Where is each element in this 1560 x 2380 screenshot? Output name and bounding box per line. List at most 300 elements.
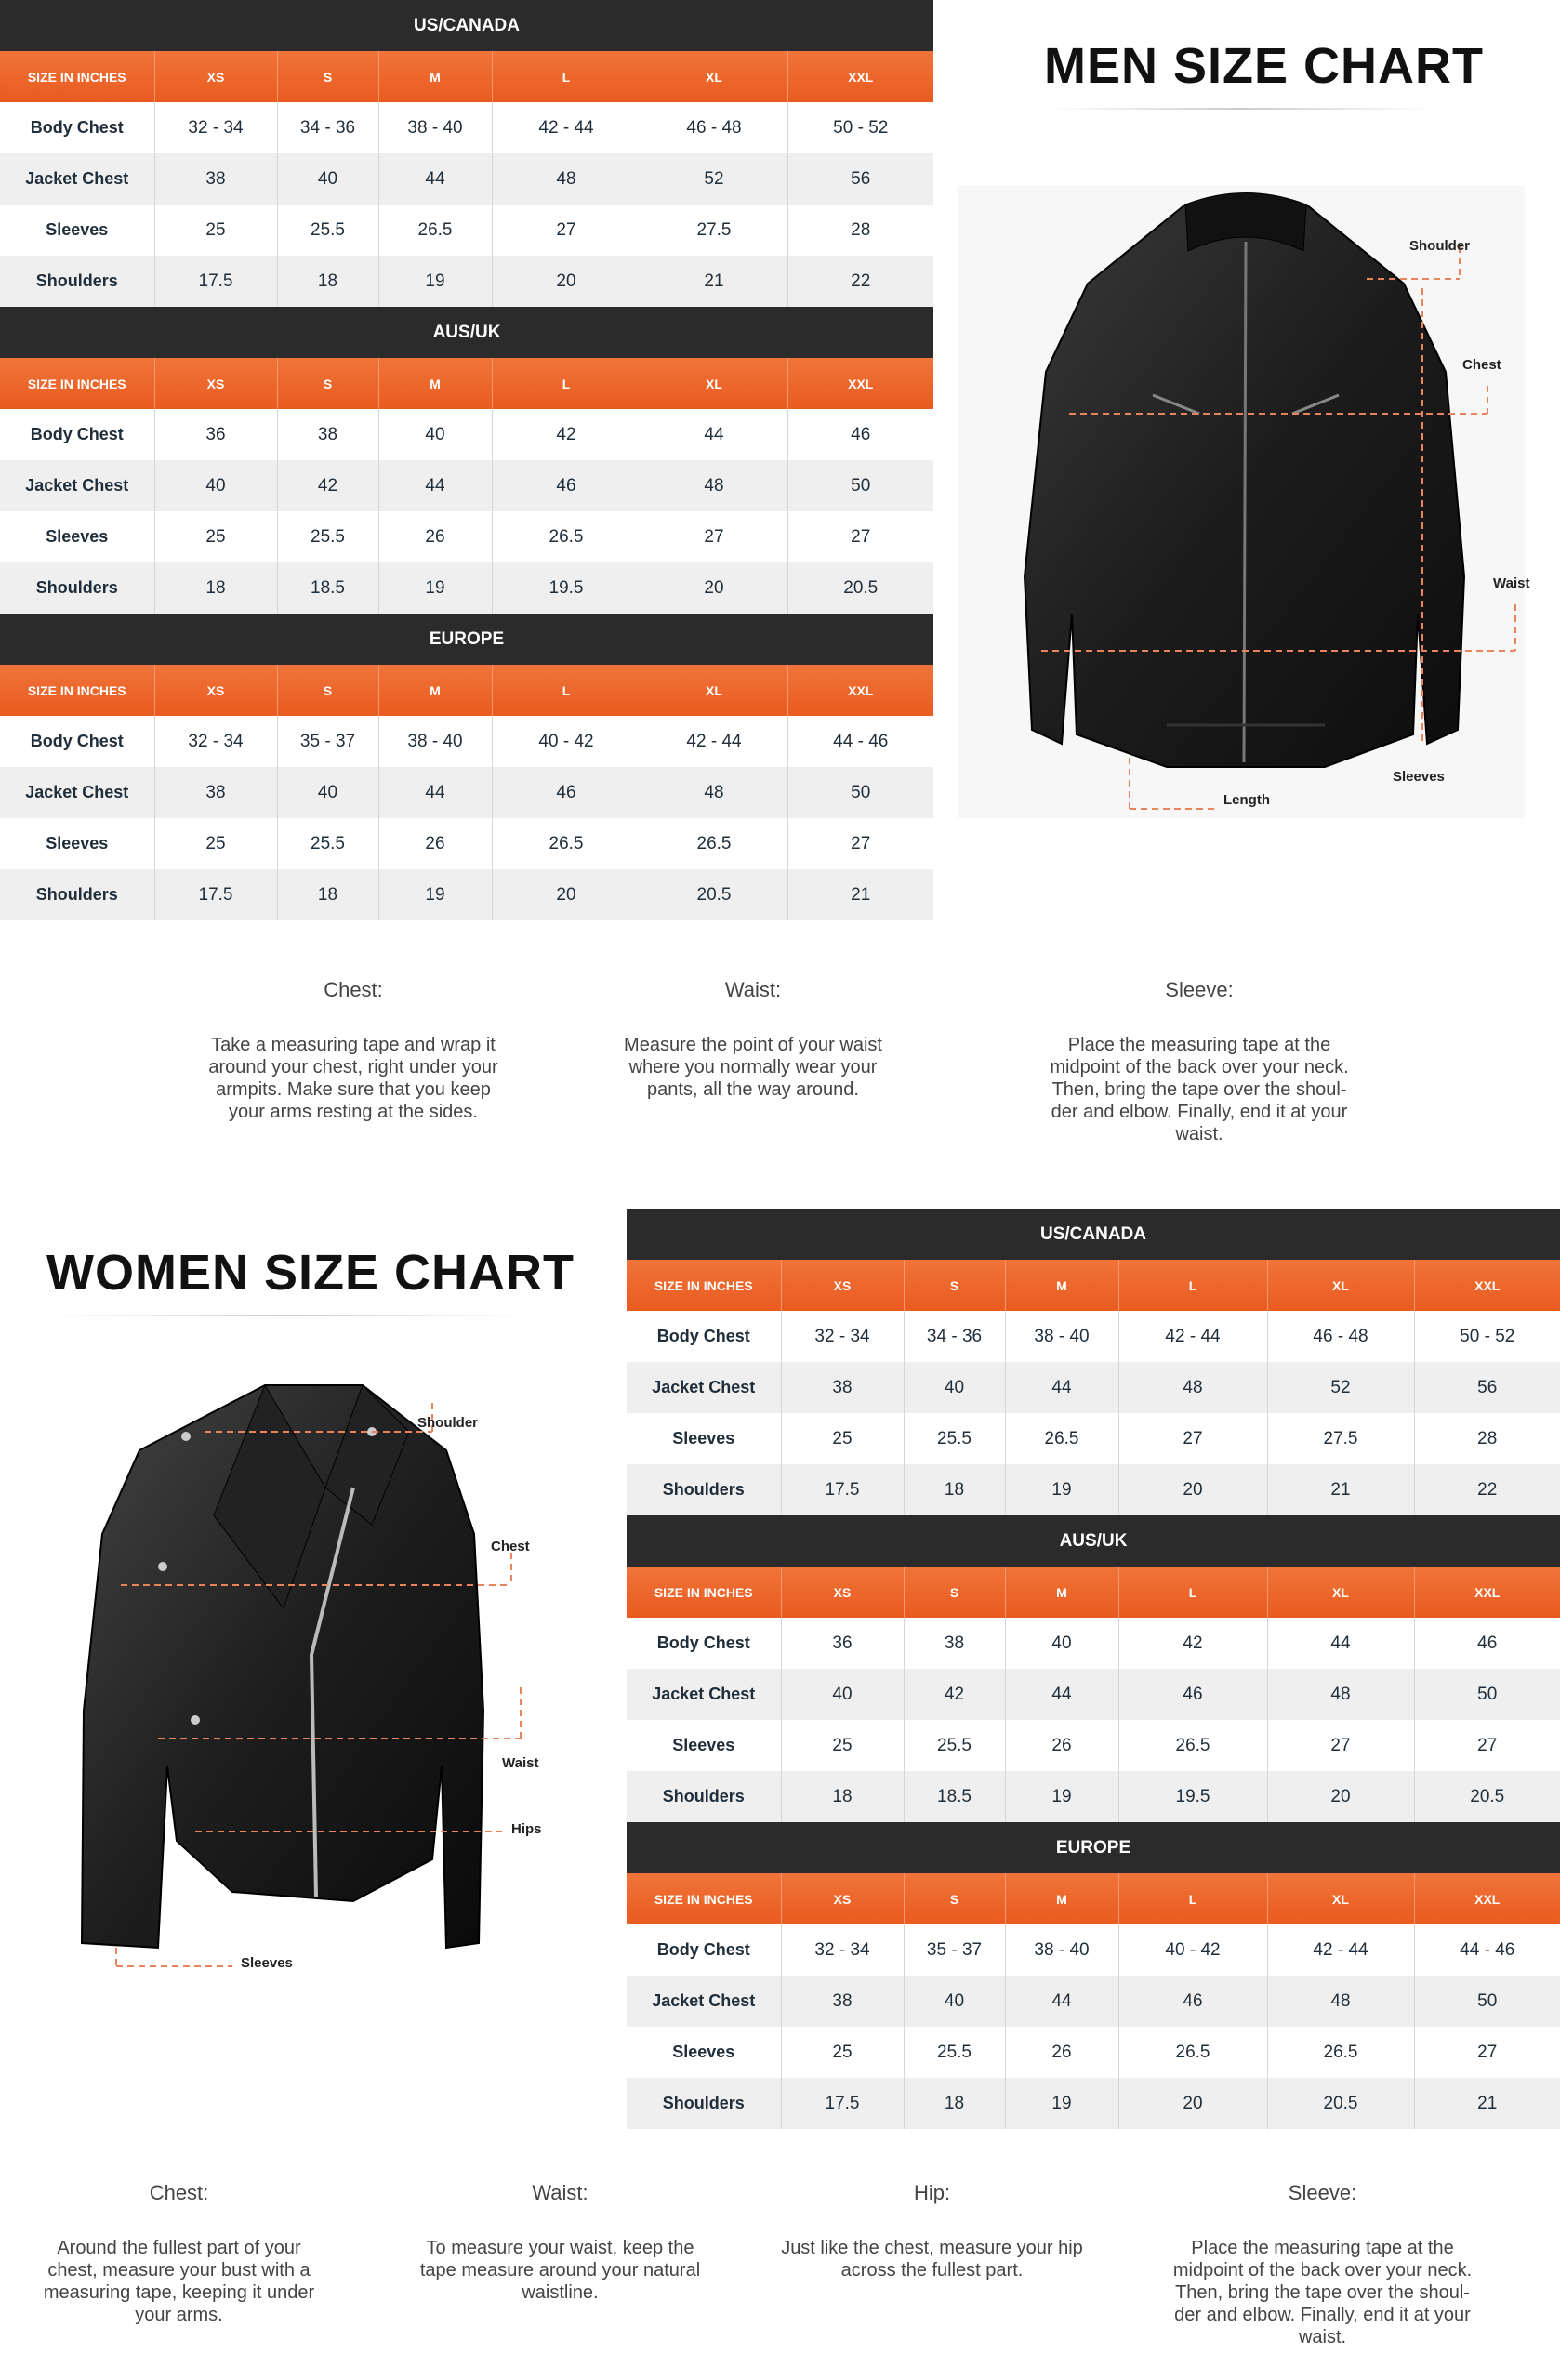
table-row [627,1924,1560,1976]
size-value: 20 [1267,1771,1414,1822]
size-value: 26 [378,511,492,562]
guide-heading: Sleeve: [1165,978,1234,1001]
size-value: 21 [787,869,933,920]
size-column-header: L [492,665,641,716]
guide-line: Place the measuring tape at the [1191,2238,1454,2258]
size-unit-header: SIZE IN INCHES [627,1260,781,1311]
size-column-header: XL [1267,1567,1414,1618]
guide-line: across the fullest part. [840,2260,1024,2281]
size-value: 35 - 37 [904,1924,1005,1976]
table-row [0,102,933,153]
size-value: 19 [378,562,492,614]
size-value: 38 [154,153,277,205]
size-column-header: XL [1267,1260,1414,1311]
size-value: 26.5 [1005,1413,1118,1464]
size-column-header: XXL [1414,1873,1560,1924]
size-column-header: L [492,51,641,102]
guide-line: measuring tape, keeping it under [43,2282,315,2303]
guide-line: To measure your waist, keep the [426,2238,694,2258]
size-column-header: M [1005,1567,1118,1618]
table-row [627,1669,1560,1720]
table-row [0,460,933,511]
size-value: 40 - 42 [1118,1924,1267,1976]
table-row [0,409,933,460]
size-unit-header: SIZE IN INCHES [627,1567,781,1618]
table-row [627,2027,1560,2078]
size-value: 32 - 34 [781,1924,904,1976]
size-column-header: XXL [787,665,933,716]
women-region-title: AUS/UK [627,1515,1560,1567]
size-value: 20 [1118,2078,1267,2129]
women-callout-waist: Waist [502,1755,539,1771]
measurement-label: Jacket Chest [627,1976,781,2027]
women-jacket-illustration [74,1376,558,1971]
men-callout-length: Length [1223,792,1270,808]
guide-line: Place the measuring tape at the [1067,1035,1331,1055]
size-unit-header: SIZE IN INCHES [0,51,154,102]
size-value: 26 [378,818,492,869]
table-row [0,511,933,562]
guide-line: your arms. [135,2305,223,2325]
men-header-row [0,665,933,716]
size-value: 38 [904,1618,1005,1669]
table-row [627,1464,1560,1515]
size-value: 18 [277,869,378,920]
women-size-table [627,1209,1560,2129]
men-jacket-illustration [958,186,1553,827]
size-value: 44 [1267,1618,1414,1669]
measurement-label: Body Chest [627,1311,781,1362]
size-value: 19.5 [1118,1771,1267,1822]
size-column-header: M [378,358,492,409]
size-column-header: S [904,1873,1005,1924]
size-value: 34 - 36 [904,1311,1005,1362]
size-value: 17.5 [154,869,277,920]
guide-chest [186,978,521,1123]
size-value: 27 [787,511,933,562]
guide-hip [772,2181,1092,2281]
women-title-rule [46,1315,530,1316]
table-row [627,1413,1560,1464]
size-column-header: XS [781,1260,904,1311]
measurement-label: Sleeves [627,1720,781,1771]
women-chart-title: WOMEN SIZE CHART [46,1245,575,1301]
size-value: 26.5 [641,818,787,869]
size-value: 19 [1005,1464,1118,1515]
size-column-header: XXL [787,358,933,409]
guide-text [772,2237,1092,2281]
size-value: 27 [787,818,933,869]
measurement-label: Shoulders [627,1464,781,1515]
size-value: 44 - 46 [787,716,933,767]
guide-line: Just like the chest, measure your hip [781,2238,1083,2258]
size-value: 25.5 [277,818,378,869]
size-value: 38 - 40 [378,102,492,153]
size-value: 19.5 [492,562,641,614]
size-value: 42 [492,409,641,460]
size-column-header: L [1118,1567,1267,1618]
women-callout-shoulder: Shoulder [417,1415,479,1431]
size-value: 42 - 44 [492,102,641,153]
guide-heading: Waist: [724,978,782,1001]
women-header-row [627,1260,1560,1311]
guide-waist [400,2181,721,2304]
measurement-label: Sleeves [0,511,154,562]
size-value: 28 [1414,1413,1560,1464]
guide-line: where you normally wear your [628,1057,878,1078]
size-value: 38 [781,1362,904,1413]
size-value: 44 [378,153,492,205]
size-value: 40 [904,1976,1005,2027]
size-value: 26.5 [378,205,492,256]
size-value: 44 [1005,1362,1118,1413]
men-region-title: US/CANADA [0,0,933,51]
table-row [627,2078,1560,2129]
size-value: 27 [641,511,787,562]
guide-line: midpoint of the back over your neck. [1050,1057,1349,1078]
women-jacket-image [74,1376,558,1971]
size-value: 44 [378,460,492,511]
measurement-label: Shoulders [627,1771,781,1822]
size-unit-header: SIZE IN INCHES [627,1873,781,1924]
size-value: 40 [378,409,492,460]
size-value: 20.5 [641,869,787,920]
size-value: 46 [492,460,641,511]
size-value: 20 [492,869,641,920]
size-column-header: XS [154,665,277,716]
measurement-label: Shoulders [627,2078,781,2129]
size-value: 18 [154,562,277,614]
size-value: 48 [641,767,787,818]
men-callout-waist: Waist [1493,575,1530,591]
size-value: 18.5 [277,562,378,614]
guide-line: Take a measuring tape and wrap it [211,1035,496,1055]
size-value: 21 [1267,1464,1414,1515]
size-value: 42 [1118,1618,1267,1669]
size-value: 20 [492,256,641,307]
size-value: 48 [1267,1669,1414,1720]
size-value: 40 [904,1362,1005,1413]
size-value: 27.5 [641,205,787,256]
measurement-label: Sleeves [627,2027,781,2078]
size-column-header: M [1005,1260,1118,1311]
table-row [627,1771,1560,1822]
measurement-label: Body Chest [0,102,154,153]
men-size-table [0,0,933,920]
men-header-row [0,51,933,102]
table-row [627,1720,1560,1771]
size-value: 42 - 44 [641,716,787,767]
women-region-title: US/CANADA [627,1209,1560,1260]
size-value: 36 [154,409,277,460]
size-column-header: S [277,358,378,409]
size-value: 38 - 40 [1005,1311,1118,1362]
guide-line: tape measure around your natural [419,2260,701,2281]
size-column-header: XL [641,358,787,409]
size-value: 42 [277,460,378,511]
size-value: 25 [781,1720,904,1771]
women-callout-sleeves: Sleeves [241,1955,293,1971]
size-column-header: L [492,358,641,409]
guide-line: Then, bring the tape over the shoul- [1175,2282,1470,2303]
table-row [0,767,933,818]
size-value: 44 [1005,1669,1118,1720]
men-title-rule [1046,108,1436,110]
size-value: 38 [781,1976,904,2027]
size-column-header: M [378,665,492,716]
size-value: 46 - 48 [641,102,787,153]
size-value: 25.5 [904,2027,1005,2078]
size-value: 18 [904,2078,1005,2129]
measurement-label: Body Chest [0,716,154,767]
size-value: 32 - 34 [154,716,277,767]
size-value: 44 [1005,1976,1118,2027]
size-value: 46 [1414,1618,1560,1669]
size-column-header: XS [154,51,277,102]
size-value: 25.5 [277,205,378,256]
men-jacket-image [958,186,1553,827]
guide-text [400,2237,721,2304]
size-value: 20.5 [787,562,933,614]
size-value: 17.5 [154,256,277,307]
size-value: 19 [1005,2078,1118,2129]
guide-heading: Waist: [532,2181,588,2204]
size-value: 18 [277,256,378,307]
guide-line: pants, all the way around. [647,1079,859,1100]
guide-line: your arms resting at the sides. [229,1102,478,1122]
guide-line: chest, measure your bust with a [47,2260,311,2281]
measurement-label: Jacket Chest [627,1669,781,1720]
table-row [0,256,933,307]
size-value: 27 [1267,1720,1414,1771]
size-value: 25.5 [277,511,378,562]
measurement-label: Sleeves [627,1413,781,1464]
size-column-header: L [1118,1873,1267,1924]
size-value: 52 [641,153,787,205]
size-value: 25 [154,818,277,869]
table-row [0,716,933,767]
size-value: 50 [787,767,933,818]
measurement-label: Body Chest [627,1924,781,1976]
measurement-label: Body Chest [627,1618,781,1669]
men-region-title: EUROPE [0,614,933,665]
size-value: 40 [1005,1618,1118,1669]
size-value: 50 [1414,1669,1560,1720]
size-value: 46 [787,409,933,460]
measurement-label: Shoulders [0,256,154,307]
measurement-label: Jacket Chest [627,1362,781,1413]
guide-line: Then, bring the tape over the shoul- [1051,1079,1347,1100]
women-region-title: EUROPE [627,1822,1560,1873]
size-value: 42 [904,1669,1005,1720]
size-value: 32 - 34 [781,1311,904,1362]
size-value: 38 - 40 [378,716,492,767]
size-value: 27 [1118,1413,1267,1464]
size-value: 48 [641,460,787,511]
size-column-header: S [904,1260,1005,1311]
size-value: 20 [641,562,787,614]
size-value: 26 [1005,1720,1118,1771]
size-value: 18 [904,1464,1005,1515]
table-row [627,1976,1560,2027]
women-header-row [627,1567,1560,1618]
size-value: 17.5 [781,1464,904,1515]
measurement-label: Jacket Chest [0,460,154,511]
guide-line: waist. [1175,1124,1223,1144]
size-column-header: S [904,1567,1005,1618]
size-value: 18.5 [904,1771,1005,1822]
guide-line: midpoint of the back over your neck. [1172,2260,1473,2281]
guide-line: Measure the point of your waist [624,1035,882,1055]
guide-heading: Chest: [324,978,383,1001]
size-value: 19 [378,869,492,920]
guide-text [1032,1034,1367,1145]
size-value: 35 - 37 [277,716,378,767]
size-value: 18 [781,1771,904,1822]
size-column-header: XL [1267,1873,1414,1924]
women-callout-chest: Chest [491,1539,530,1554]
size-value: 28 [787,205,933,256]
size-value: 26.5 [1118,2027,1267,2078]
size-column-header: XS [781,1567,904,1618]
size-value: 19 [1005,1771,1118,1822]
size-column-header: XS [154,358,277,409]
size-value: 20.5 [1267,2078,1414,2129]
size-value: 26 [1005,2027,1118,2078]
size-value: 27 [1414,2027,1560,2078]
table-row [627,1362,1560,1413]
guide-text [186,1034,521,1123]
size-value: 52 [1267,1362,1414,1413]
size-column-header: XXL [1414,1260,1560,1311]
guide-line: around your chest, right under your [208,1057,498,1078]
size-value: 56 [787,153,933,205]
table-row [0,205,933,256]
size-value: 56 [1414,1362,1560,1413]
measurement-label: Jacket Chest [0,767,154,818]
size-value: 48 [1267,1976,1414,2027]
men-region-title: AUS/UK [0,307,933,358]
size-value: 42 - 44 [1118,1311,1267,1362]
size-value: 50 - 52 [787,102,933,153]
measurement-label: Body Chest [0,409,154,460]
size-value: 44 - 46 [1414,1924,1560,1976]
guide-waist [586,978,920,1101]
size-value: 26.5 [1118,1720,1267,1771]
measurement-label: Sleeves [0,818,154,869]
measurement-label: Shoulders [0,562,154,614]
size-value: 25.5 [904,1413,1005,1464]
guide-text [19,2237,339,2326]
size-value: 40 - 42 [492,716,641,767]
size-value: 38 - 40 [1005,1924,1118,1976]
size-value: 25 [781,1413,904,1464]
size-column-header: XL [641,51,787,102]
size-value: 38 [154,767,277,818]
size-value: 21 [641,256,787,307]
guide-chest [19,2181,339,2326]
guide-line: waistline. [522,2282,599,2303]
size-unit-header: SIZE IN INCHES [0,665,154,716]
size-value: 46 [1118,1669,1267,1720]
guide-heading: Hip: [913,2181,951,2204]
size-value: 25 [154,205,277,256]
size-value: 26.5 [1267,2027,1414,2078]
size-value: 40 [277,767,378,818]
size-value: 26.5 [492,818,641,869]
measurement-label: Jacket Chest [0,153,154,205]
size-column-header: XL [641,665,787,716]
men-header-row [0,358,933,409]
size-value: 46 - 48 [1267,1311,1414,1362]
measurement-label: Shoulders [0,869,154,920]
size-value: 40 [781,1669,904,1720]
size-value: 40 [154,460,277,511]
size-column-header: M [378,51,492,102]
size-value: 20 [1118,1464,1267,1515]
size-value: 36 [781,1618,904,1669]
size-value: 21 [1414,2078,1560,2129]
size-column-header: M [1005,1873,1118,1924]
size-value: 46 [1118,1976,1267,2027]
size-value: 25 [154,511,277,562]
guide-line: armpits. Make sure that you keep [216,1079,491,1100]
size-value: 25 [781,2027,904,2078]
guide-text [1162,2237,1483,2348]
guide-line: der and elbow. Finally, end it at your [1174,2305,1471,2325]
size-value: 22 [1414,1464,1560,1515]
size-value: 26.5 [492,511,641,562]
size-column-header: L [1118,1260,1267,1311]
measurement-label: Sleeves [0,205,154,256]
men-callout-chest: Chest [1462,357,1501,373]
size-value: 48 [492,153,641,205]
table-row [627,1618,1560,1669]
size-value: 42 - 44 [1267,1924,1414,1976]
size-value: 34 - 36 [277,102,378,153]
size-unit-header: SIZE IN INCHES [0,358,154,409]
table-row [0,869,933,920]
size-value: 17.5 [781,2078,904,2129]
size-column-header: XXL [787,51,933,102]
size-value: 40 [277,153,378,205]
size-value: 20.5 [1414,1771,1560,1822]
guide-line: waist. [1298,2327,1347,2347]
guide-text [586,1034,920,1101]
size-value: 32 - 34 [154,102,277,153]
guide-heading: Chest: [149,2181,209,2204]
size-value: 50 [1414,1976,1560,2027]
size-value: 44 [378,767,492,818]
size-value: 19 [378,256,492,307]
size-column-header: XS [781,1873,904,1924]
table-row [0,818,933,869]
size-column-header: S [277,51,378,102]
size-value: 46 [492,767,641,818]
guide-line: der and elbow. Finally, end it at your [1051,1102,1348,1122]
size-column-header: S [277,665,378,716]
size-value: 50 [787,460,933,511]
men-callout-sleeves: Sleeves [1393,769,1445,785]
size-value: 27 [1414,1720,1560,1771]
women-header-row [627,1873,1560,1924]
size-value: 27 [492,205,641,256]
size-value: 38 [277,409,378,460]
size-value: 27.5 [1267,1413,1414,1464]
size-column-header: XXL [1414,1567,1560,1618]
size-value: 22 [787,256,933,307]
size-value: 50 - 52 [1414,1311,1560,1362]
